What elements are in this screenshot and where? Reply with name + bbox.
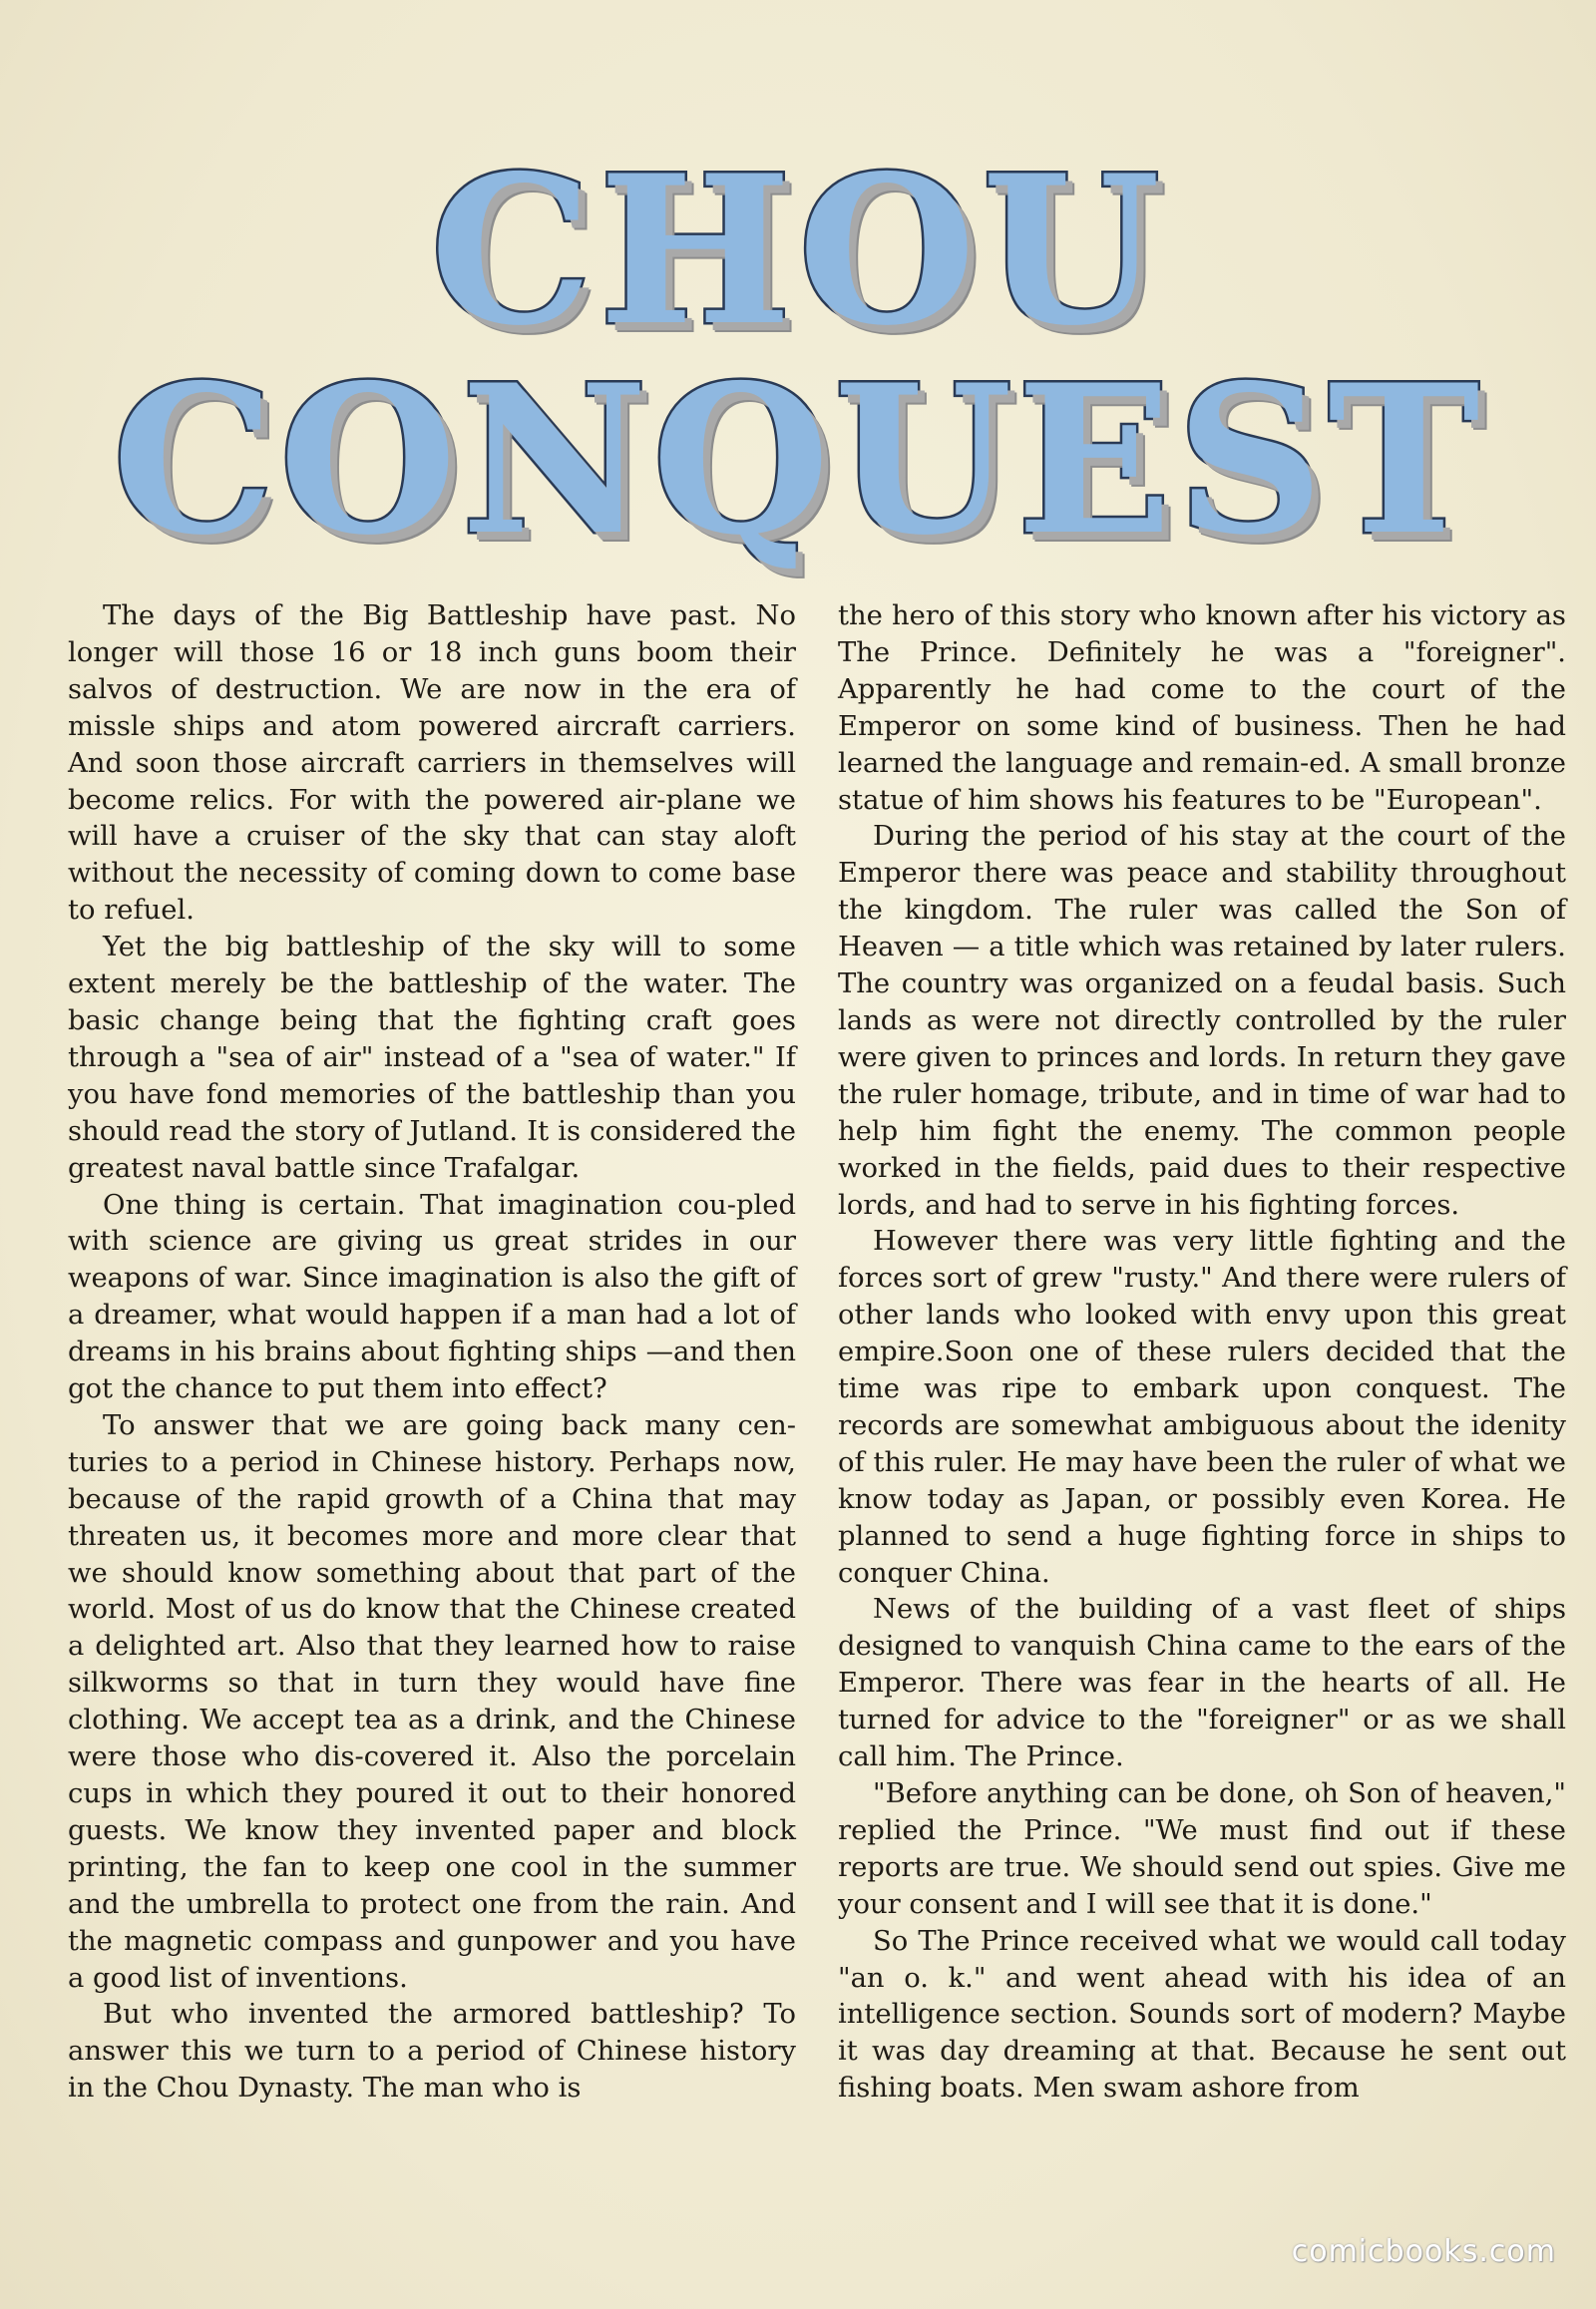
paragraph: However there was very little fighting and the forces sort of grew "rusty." And there were rulers of other lands who looked with envy upon this great empire.Soon one of these rulers decided that the time was ripe to embark upon conquest. The records are somewhat ambiguous about the idenity of this ruler. He may have been the ruler of what we know today as Japan, or possibly even Korea. He planned to send a huge fighting force in ships to conquer China. — [838, 1226, 1566, 1589]
paragraph: During the period of his stay at the court of the Emperor there was peace and stability throughout the kingdom. The ruler was called the Son of Heaven — a title which was retained by later rulers. The country was organized on a feudal basis. Such lands as were not directly controlled by the ruler were given to princes and lords. In return they gave the ruler homage, tribute, and in time of war had to help him fight the enemy. The common people worked in the fields, paid dues to their respective lords, and had to serve in his fighting forces. — [838, 821, 1566, 1221]
paragraph: News of the building of a vast fleet of ships designed to vanquish China came to the ears of the Emperor. There was fear in the hearts of all. He turned for advice to the "foreigner" or as we shall call him. The Prince. — [838, 1594, 1566, 1773]
paragraph: The days of the Big Battleship have past. No longer will those 16 or 18 inch guns boom their salvos of destruction. We are now in the era of missle ships and atom powered aircraft carriers. And soon those aircraft carriers in themselves will become relics. For with the powered air-plane we will have a cruiser of the sky that can stay aloft without the necessity of coming down to come base to refuel. — [68, 600, 796, 927]
paragraph: the hero of this story who known after his victory as The Prince. Definitely he was a "foreigner". Apparently he had come to the court of the Emperor on some kind of business. Then he had learned the language and remain-ed. A small bronze statue of him shows his features to be "European". — [838, 600, 1566, 816]
paragraph: Yet the big battleship of the sky will to some extent merely be the battleship of the water. The basic change being that the fighting craft goes through a "sea of air" instead of a "sea of water." If you have fond memories of the battleship than you should read the story of Jutland. It is considered the greatest naval battle since Trafalgar. — [68, 932, 796, 1184]
left-text-column — [68, 598, 796, 2108]
paragraph: One thing is certain. That imagination cou-pled with science are giving us great strides in our weapons of war. Since imagination is also the gift of a dreamer, what would happen if a man had a lot of dreams in his brains about fighting ships —and then got the chance to put them into effect? — [68, 1189, 796, 1405]
title-line-chou: CHOU — [429, 132, 1167, 371]
right-text-column — [838, 598, 1566, 2108]
paragraph: But who invented the armored battleship? To answer this we turn to a period of Chinese history in the Chou Dynasty. The man who is — [68, 1999, 796, 2105]
watermark: comicbooks.com — [1291, 2234, 1556, 2269]
paragraph: "Before anything can be done, oh Son of heaven," replied the Prince. "We must find out if these reports are true. We should send out spies. Give me your consent and I will see that it is done." — [838, 1778, 1566, 1920]
title-line-conquest: CONQUEST — [112, 341, 1484, 580]
paragraph: To answer that we are going back many cen-turies to a period in Chinese history. Perhaps now, because of the rapid growth of a China that may threaten us, it becomes more and more clear that we should know something about that part of the world. Most of us do know that the Chinese created a delighted art. Also that they learned how to raise silkworms so that in turn they would have fine clothing. We accept tea as a drink, and the Chinese were those who dis-covered it. Also the porcelain cups in which they poured it out to their honored guests. We know they invented paper and block printing, the fan to keep one cool in the summer and the umbrella to protect one from the rain. And the magnetic compass and gunpower and you have a good list of inventions. — [68, 1409, 796, 1994]
paragraph: So The Prince received what we would call today "an o. k." and went ahead with his idea of an intelligence section. Sounds sort of modern? Maybe it was day dreaming at that. Because he sent out fishing boats. Men swam ashore from — [838, 1925, 1566, 2105]
